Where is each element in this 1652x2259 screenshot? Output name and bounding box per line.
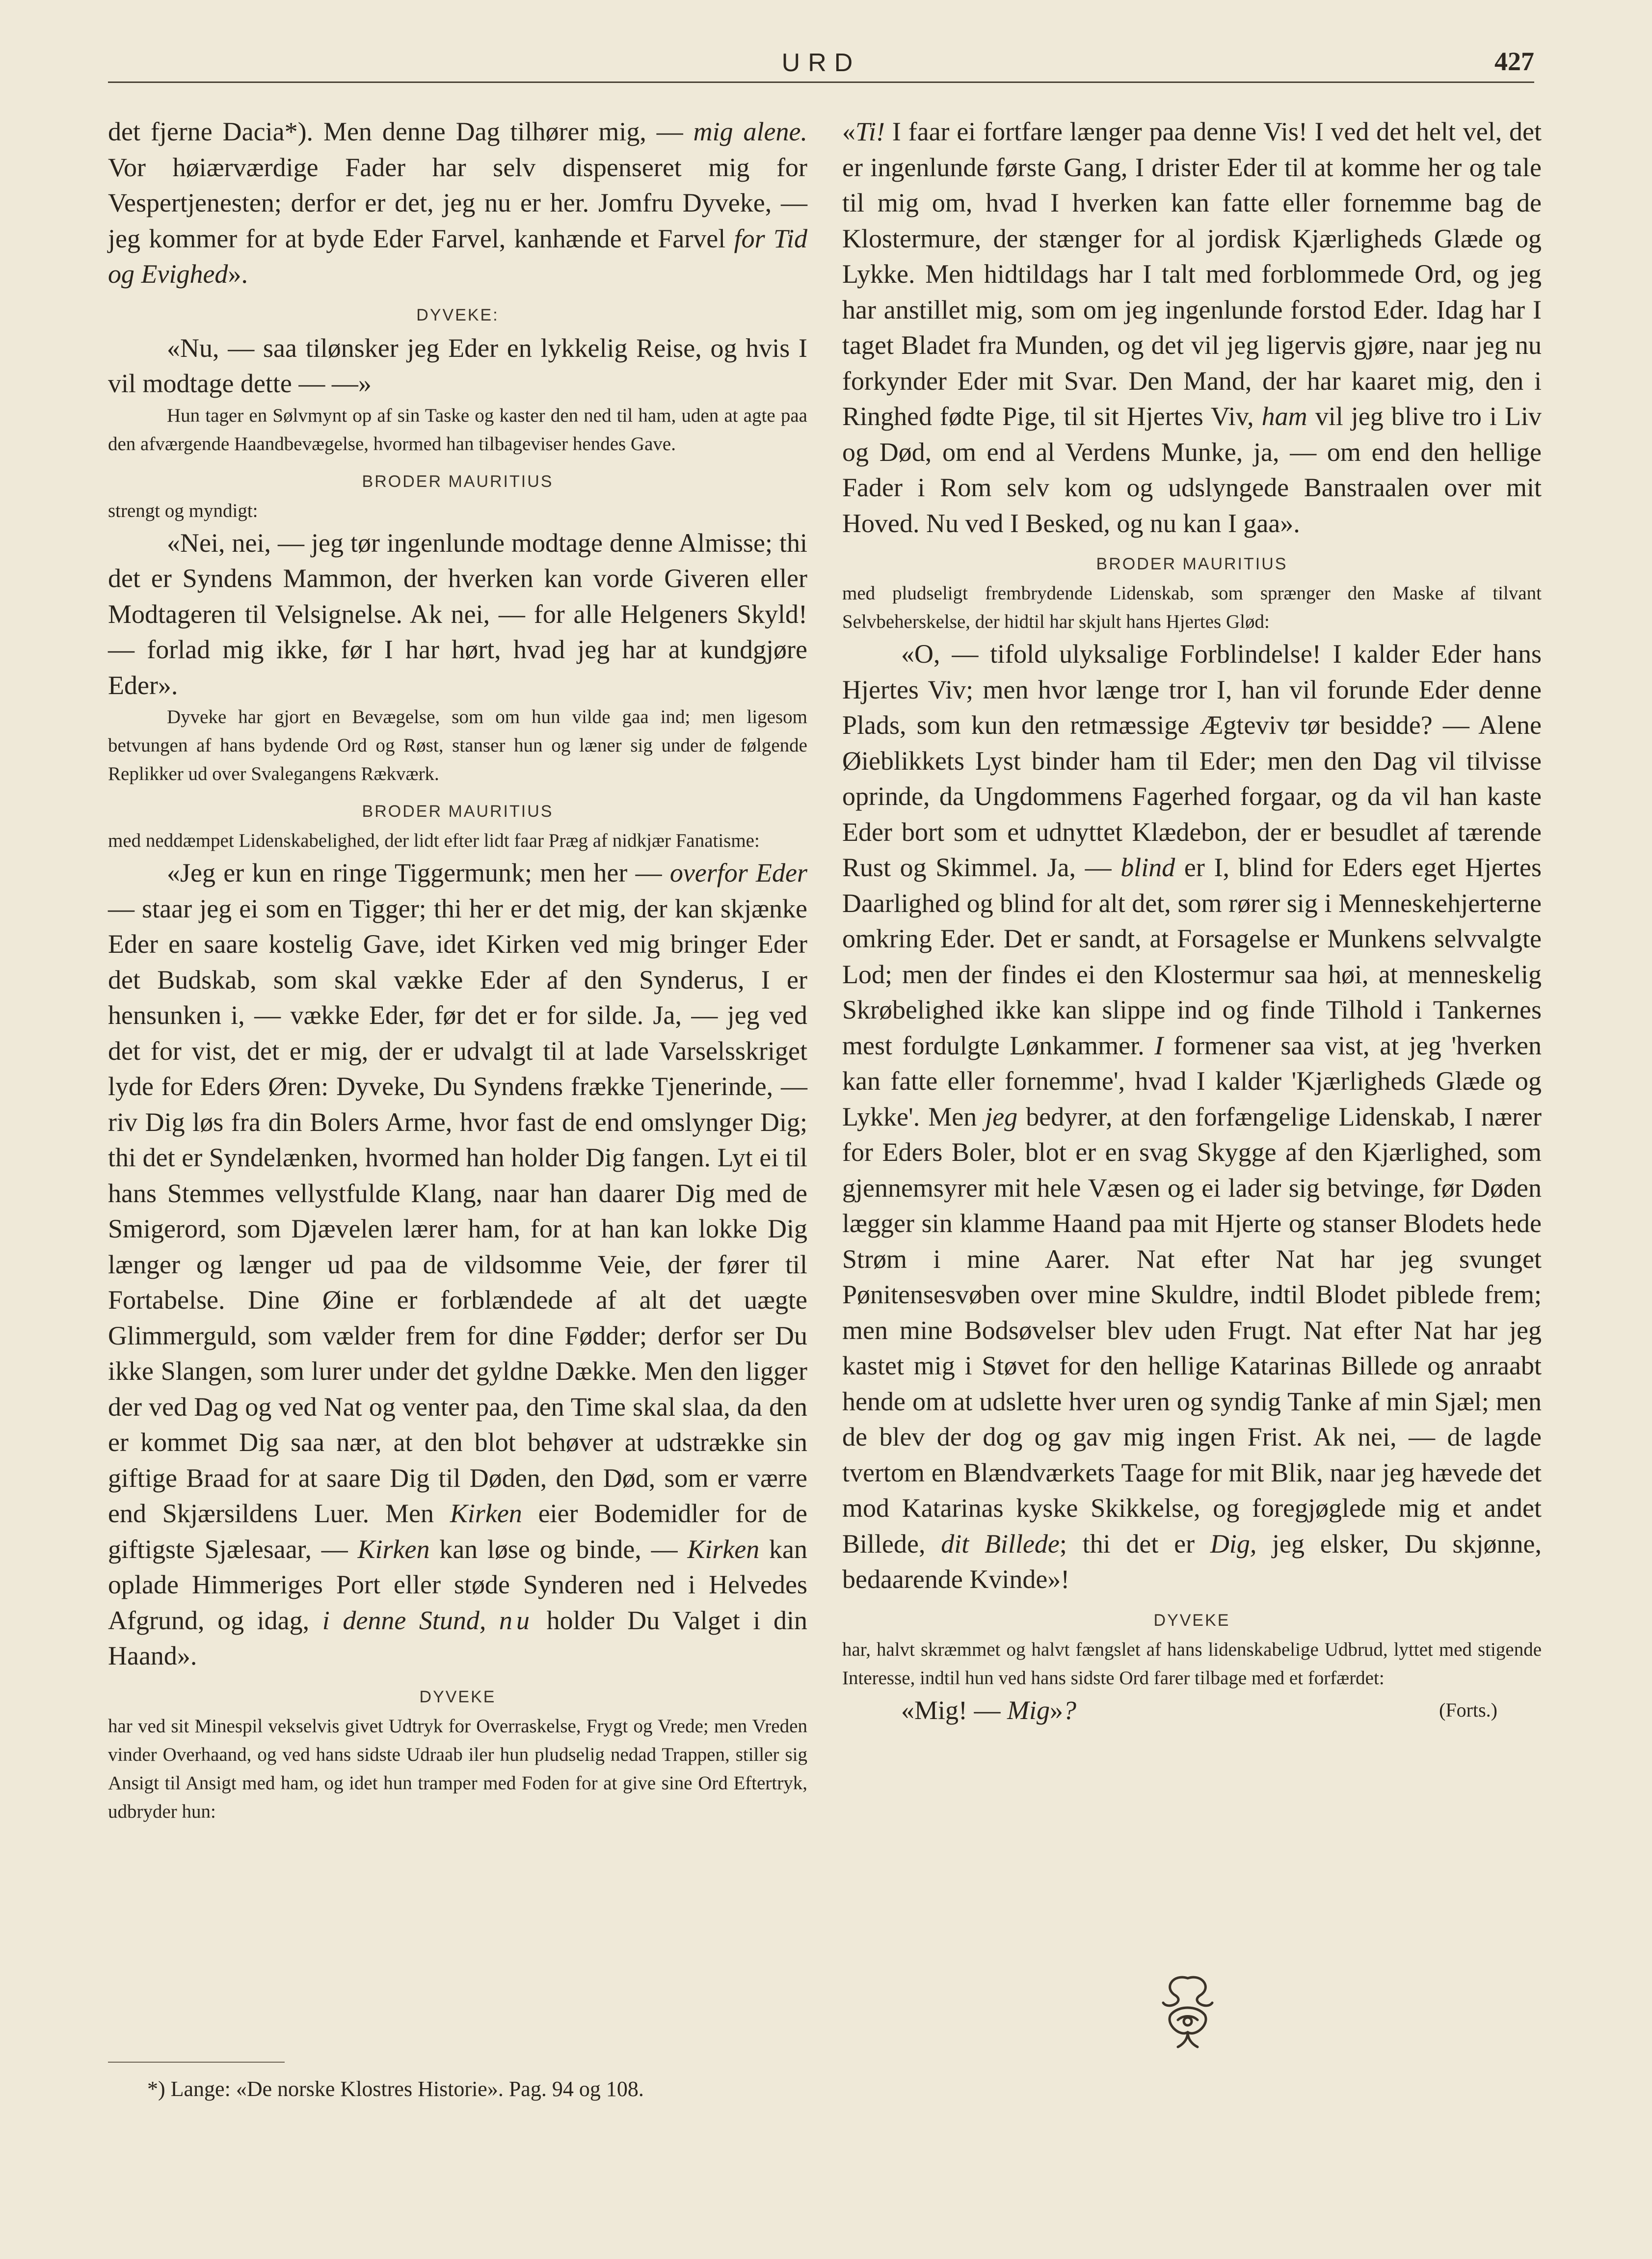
text-run: jeg elsker, Du skjønne, bedaarende Kvinde»! — [842, 1529, 1542, 1594]
text-run: «Nu, — saa tilønsker jeg Eder en lykkelig Reise, og hvis I vil modtage dette — —» — [108, 333, 807, 398]
text-run: » — [1050, 1695, 1063, 1725]
footnote: *) Lange: «De norske Klostres Historie». Pag. 94 og 108. — [147, 2077, 644, 2101]
stage-direction: strengt og myndigt: — [108, 500, 258, 521]
dialogue-paragraph — [108, 114, 807, 292]
left-column — [108, 114, 807, 1826]
speaker-name: DYVEKE: — [416, 305, 499, 324]
text-run: det fjerne Dacia*). Men denne Dag tilhører mig, — — [108, 117, 693, 146]
spaced-text: nu — [499, 1605, 534, 1635]
stage-direction: har ved sit Minespil vekselvis givet Udtryk for Overraskelse, Frygt og Vrede; men Vreden vinder Overhaand, og ved hans sidste Udraab iler hun pludselig nedad Trappen, stiller sig Ansigt til Ansigt med ham, og idet hun tramper med Foden for at give sine Ord Eftertryk, udbryder hun: — [108, 1715, 807, 1822]
italic-text: Mig — [1007, 1695, 1050, 1725]
italic-text: for Tid og Evighed — [108, 223, 807, 289]
text-run: ». — [228, 259, 248, 289]
dialogue-paragraph — [108, 525, 807, 703]
text-run: kan oplade Himmeriges Port eller støde Synderen ned i Helvedes Afgrund, og idag, — [108, 1534, 807, 1635]
dialogue-paragraph — [842, 114, 1542, 541]
footnote-rule — [108, 2062, 285, 2063]
text-run: holder Du Valget i din Haand». — [108, 1605, 807, 1670]
closing-line — [842, 1693, 1542, 1728]
continued-note: (Forts.) — [1439, 1698, 1497, 1721]
italic-text: dit Billede — [941, 1529, 1060, 1559]
text-run: «O, — tifold ulyksalige Forblindelse! I kalder Eder hans Hjertes Viv; men hvor længe tror I, han vil forunde Eder denne Plads, som kun den retmæssige Ægteviv tør besidde? — Alene Øieblikkets Lyst binder ham til Eder; men den Dag vil tilvisse oprinde, da Ungdommens Fagerhed forgaar, og da vil han kaste Eder bort som et udnyttet Klædebon, der er besudlet af tærende Rust og Skimmel. Ja, — — [842, 639, 1542, 882]
text-run: ; thi det er — [1059, 1529, 1210, 1559]
italic-text: overfor Eder — [669, 858, 807, 887]
text-run: vil jeg blive tro i Liv og Død, om end al Verdens Munke, ja, — om end den hellige Fader i Rom selv kom og udslyngede Banstraalen over mit Hoved. Nu ved I Besked, og nu kan I gaa». — [842, 402, 1542, 538]
dialogue-paragraph — [842, 636, 1542, 1597]
italic-text: i denne Stund, — [322, 1605, 486, 1635]
text-run: Vor høiærværdige Fader har selv dispenseret mig for Vespertjenesten; derfor er det, jeg nu er her. Jomfru Dyveke, — jeg kommer for at byde Eder Farvel, kanhænde et Farvel — [108, 152, 807, 253]
text-run: er I, blind for Eders eget Hjertes Daarlighed og blind for alt det, som rører sig i Menneskehjerterne omkring Eder. Det er sandt, at Forsagelse er Munkens selvvalgte Lod; men der findes ei den Klostermur saa høi, at menneskelig Skrøbelighed ikke kan slippe ind og finde Tilhold i Tankernes mest fordulgte Lønkammer. — [842, 853, 1542, 1060]
italic-text: Kirken — [687, 1534, 760, 1564]
text-run: I faar ei fortfare længer paa denne Vis! I ved det helt vel, det er ingenlunde første Gang, I drister Eder til at komme her og tale til mig om, hvad I hverken kan fatte eller fornemme bag de Klostermure, der stænger for al jordisk Kjærligheds Glæde og Lykke. Men hidtildags har I talt med forblommede Ord, og jeg har anstillet mig, som om jeg ingenlunde forstod Eder. Idag har I taget Bladet fra Munden, og det vil jeg ligervis gjøre, naar jeg nu forkynder Eder mit Svar. Den Mand, der har kaaret mig, den i Ringhed fødte Pige, til sit Hjertes Viv, — [842, 117, 1542, 431]
text-run: bedyrer, at den forfængelige Lidenskab, I nærer for Eders Boler, blot er en svag Skygge af den Kjærlighed, som gjennemsyrer mit hele Væsen og ei lader sig betvinge, før Døden lægger sin klamme Haand paa mit Hjerte og stanser Blodets hede Strøm i mine Aarer. Nat efter Nat har jeg svunget Pønitensesvøben over mine Skuldre, indtil Blodet piblede frem; men mine Bodsøvelser blev uden Frugt. Nat efter Nat har jeg kastet mig i Støvet for den hellige Katarinas Billede og anraabt hende om at udslette hver uren og syndig Tanke af min Sjæl; men de blev der dog og gav mig ingen Frist. Ak nei, — de lagde tvertom en Blændværkets Taage for mit Blik, naar jeg hævede det mod Katarinas kyske Skikkelse, og foregjøglede mig et andet Billede, — [842, 1102, 1542, 1559]
header-rule — [108, 81, 1534, 83]
dialogue-paragraph — [108, 855, 807, 1674]
speaker-name: BRODER MAURITIUS — [362, 802, 554, 821]
text-run: eier Bodemidler for de giftigste Sjælesaar, — — [108, 1499, 807, 1564]
text-run — [486, 1606, 499, 1635]
speaker-name: BRODER MAURITIUS — [362, 472, 554, 491]
italic-text: Dig, — [1210, 1529, 1257, 1559]
italic-text: jeg — [985, 1102, 1018, 1131]
stage-direction: med pludseligt frembrydende Lidenskab, som sprænger den Maske af tilvant Selvbeherskelse, der hidtil har skjult hans Hjertes Glød: — [842, 583, 1542, 632]
stage-direction: med neddæmpet Lidenskabelighed, der lidt efter lidt faar Præg af nidkjær Fanatisme: — [108, 830, 760, 851]
italic-text: Kirken — [450, 1499, 522, 1528]
speaker-name: DYVEKE — [419, 1687, 496, 1706]
stage-direction: Hun tager en Sølvmynt op af sin Taske og kaster den ned til ham, uden at agte paa den afværgende Haandbevægelse, hvormed han tilbageviser hendes Gave. — [108, 404, 807, 455]
page-header — [108, 43, 1534, 82]
right-column — [842, 114, 1542, 1728]
italic-text: ? — [1063, 1695, 1076, 1725]
journal-title: URD — [781, 49, 861, 77]
speaker-name: BRODER MAURITIUS — [1096, 555, 1288, 573]
fleuron-icon — [1148, 1968, 1227, 2052]
speaker-name: DYVEKE — [1153, 1611, 1230, 1630]
italic-text: I — [1154, 1030, 1164, 1060]
italic-text: ham — [1261, 402, 1307, 431]
text-run: kan løse og binde, — — [429, 1534, 688, 1564]
text-run: formener saa vist, at jeg 'hverken kan fatte eller fornemme', hvad I kalder 'Kjærligheds Glæde og Lykke'. Men — [842, 1030, 1542, 1131]
italic-text: Ti! — [855, 117, 885, 146]
stage-direction: Dyveke har gjort en Bevægelse, som om hun vilde gaa ind; men ligesom betvungen af hans bydende Ord og Røst, stanser hun og læner sig under de følgende Replikker ud over Svalegangens Rækværk. — [108, 706, 807, 784]
stage-direction: har, halvt skræmmet og halvt fængslet af hans lidenskabelige Udbrud, lyttet med stigende Interesse, indtil hun ved hans sidste Ord farer tilbage med et forfærdet: — [842, 1639, 1542, 1689]
italic-text: blind — [1120, 853, 1175, 882]
text-run: «Jeg er kun en ringe Tiggermunk; men her — — [167, 858, 670, 887]
italic-text: Kirken — [357, 1534, 430, 1564]
text-run: « — [842, 117, 855, 146]
page-number: 427 — [1494, 47, 1534, 76]
text-run: — staar jeg ei som en Tigger; thi her er det mig, der kan skjænke Eder en saare kostelig Gave, idet Kirken ved mig bringer Eder det Budskab, som skal vække Eder af den Synderus, I er hensunken i, — vække Eder, før det er for silde. Ja, — jeg ved det for vist, det er mig, der er udvalgt til at lade Varselsskriget lyde for Eders Øren: Dyveke, Du Syndens frække Tjenerinde, — riv Dig løs fra din Bolers Arme, hvor fast de end omslynger Dig; thi det er Syndelænken, hvormed han holder Dig fangen. Lyt ei til hans Stemmes vellystfulde Klang, naar han daarer Dig med de Smigerord, som Djævelen lærer ham, for at han kan lokke Dig længer og længer ud paa de vildsomme Veie, der fører til Fortabelse. Dine Øine er forblændede af alt det uægte Glimmerguld, som vælder frem for dine Fødder; derfor ser Du ikke Slangen, som lurer under det gyldne Dække. Men den ligger der ved Dag og ved Nat og venter paa, den Time skal slaa, da den er kommet Dig saa nær, at den blot behøver at udstrække sin giftige Braad for at saare Dig til Døden, den Død, som er værre end Skjærsildens Luer. Men — [108, 893, 807, 1528]
dialogue-paragraph — [108, 330, 807, 402]
italic-text: mig alene. — [693, 117, 807, 146]
text-run: «Nei, nei, — jeg tør ingenlunde modtage denne Almisse; thi det er Syndens Mammon, der hverken kan vorde Giveren eller Modtageren til Velsignelse. Ak nei, — for alle Helgeners Skyld! — forlad mig ikke, før I har hørt, hvad jeg har at kundgjøre Eder». — [108, 528, 807, 700]
text-run: «Mig! — — [901, 1695, 1007, 1725]
